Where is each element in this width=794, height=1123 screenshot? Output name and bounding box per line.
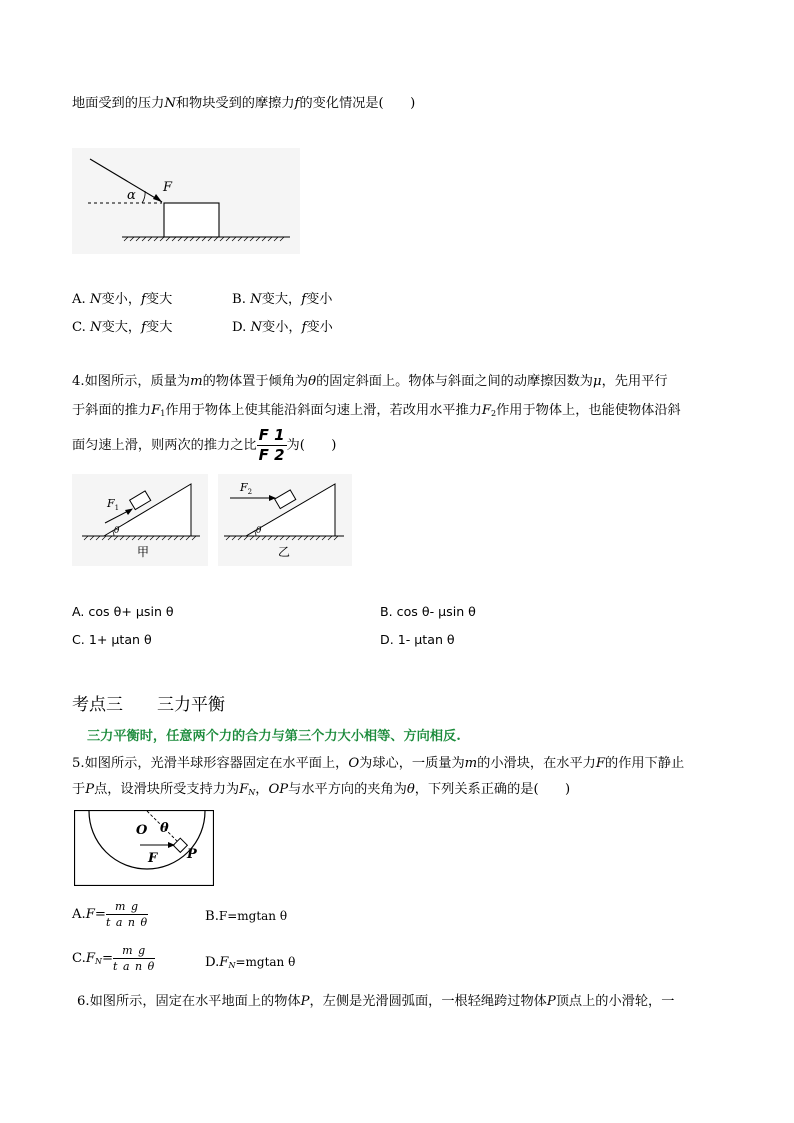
- option-key: A.: [72, 604, 85, 619]
- q4-figure-left: [72, 474, 208, 566]
- text: 为( ): [286, 438, 337, 453]
- q3-stem-N: N: [164, 96, 176, 111]
- option-key: D.: [205, 955, 220, 970]
- option-text: 变小，: [262, 320, 302, 335]
- q3-stem-text: 的变化情况是( ): [299, 96, 416, 111]
- section-note: 三力平衡时，任意两个力的合力与第三个力大小相等、方向相反.: [87, 729, 461, 744]
- var-m: m: [464, 756, 478, 771]
- F2-label: $F_2$: [240, 481, 253, 496]
- text: 的物体置于倾角为: [202, 374, 309, 389]
- q5-option-a[interactable]: [72, 898, 148, 932]
- option-f: f: [141, 320, 147, 335]
- text: 6.如图所示，固定在水平地面上的物体: [77, 994, 301, 1009]
- option-lhs: F: [85, 907, 95, 922]
- option-text: 变大，: [101, 320, 142, 335]
- option-key: A.: [72, 907, 86, 922]
- text: 4.如图所示，质量为: [72, 374, 191, 389]
- var-F: F: [481, 403, 492, 418]
- q5-line-2: [72, 780, 570, 803]
- q3-stem-f: f: [294, 96, 300, 111]
- fraction-numerator: m g: [106, 901, 148, 915]
- option-text: 变小: [306, 292, 333, 307]
- q3-option-c[interactable]: [72, 318, 172, 338]
- option-N: N: [89, 292, 102, 307]
- text: 于斜面的推力: [72, 403, 152, 418]
- text: 面匀速上滑，则两次的推力之比: [72, 438, 257, 453]
- option-text: 变大，: [261, 292, 302, 307]
- q4-line-2: [72, 401, 681, 424]
- subscript: N: [248, 788, 256, 797]
- option-text: 变小，: [101, 292, 142, 307]
- text: 顶点上的小滑轮，一: [555, 994, 675, 1009]
- section-title: 考点三 三力平衡: [72, 695, 225, 715]
- option-key: B.: [232, 292, 246, 307]
- q3-option-d[interactable]: [232, 318, 333, 338]
- var-P: P: [85, 782, 95, 797]
- subscript: 2: [491, 409, 497, 418]
- text: 的小滑块，在水平力: [477, 756, 596, 771]
- option-key: B.: [380, 604, 393, 619]
- option-text: 变大: [146, 320, 173, 335]
- subscript: 1: [160, 409, 166, 418]
- F1-label: $F_1$: [107, 497, 120, 512]
- q4-figure-right: [218, 474, 352, 566]
- option-text: F=mgtan θ: [218, 909, 288, 923]
- text: ，: [255, 782, 269, 797]
- var-theta: θ: [406, 782, 415, 797]
- q3-option-b[interactable]: [232, 290, 332, 310]
- option-text: 变大: [145, 292, 173, 307]
- text: 点，设滑块所受支持力为: [94, 782, 240, 797]
- P-label: P: [187, 847, 197, 862]
- option-text: 1- μtan θ: [397, 632, 455, 647]
- var-F: F: [595, 756, 606, 771]
- option-key: C.: [72, 951, 86, 966]
- q5-option-c[interactable]: [72, 942, 155, 979]
- var-O: O: [348, 756, 360, 771]
- fraction-denominator: t a n θ: [113, 960, 156, 973]
- F-label: F: [148, 851, 158, 866]
- text: 于: [72, 782, 86, 797]
- q5-line-1: [72, 754, 684, 774]
- option-key: D.: [232, 320, 247, 335]
- var-F: F: [151, 403, 161, 418]
- fraction-denominator: t a n θ: [105, 916, 149, 929]
- ratio-fraction: [257, 428, 287, 463]
- theta-label: θ: [160, 821, 169, 836]
- var-P: P: [300, 994, 310, 1009]
- text: 作用于物体上，也能使物体沿斜: [496, 403, 681, 418]
- figure-background: [72, 148, 300, 254]
- text: 为球心，一质量为: [359, 756, 465, 771]
- fraction-denominator: F 2: [258, 446, 285, 464]
- q5-option-d[interactable]: [205, 952, 295, 976]
- F-label: F: [163, 180, 173, 195]
- option-N: N: [250, 320, 263, 335]
- option-key: C.: [72, 632, 85, 647]
- q5-figure: [74, 810, 214, 886]
- option-lhs: F: [219, 955, 229, 970]
- text: ，左侧是光滑圆弧面，一根轻绳跨过物体: [309, 994, 547, 1009]
- var-theta: θ: [308, 374, 317, 389]
- q4-option-d[interactable]: [380, 632, 455, 647]
- option-key: C.: [72, 320, 86, 335]
- option-N: N: [90, 320, 102, 335]
- var-OP: OP: [268, 782, 289, 797]
- text: 5.如图所示，光滑半球形容器固定在水平面上，: [72, 756, 349, 771]
- option-text: 1+ μtan θ: [88, 632, 152, 647]
- text: ，下列关系正确的是( ): [414, 782, 571, 797]
- q3-figure: [72, 148, 300, 254]
- text: 作用于物体上使其能沿斜面匀速上滑，若改用水平推力: [165, 403, 482, 418]
- fraction-numerator: m g: [113, 945, 155, 959]
- var-F: F: [239, 782, 249, 797]
- option-text: 变小: [306, 320, 333, 335]
- alpha-label: α: [127, 188, 136, 203]
- q3-stem: [72, 94, 415, 114]
- caption-jia: 甲: [136, 545, 150, 559]
- fraction-numerator: F 1: [258, 426, 285, 444]
- q4-line-3: [72, 426, 336, 466]
- text: 的作用下静止: [605, 756, 685, 771]
- option-key: D.: [380, 632, 394, 647]
- q3-stem-text: 地面受到的压力: [72, 96, 165, 111]
- q4-option-b[interactable]: [380, 604, 476, 619]
- option-key: A.: [72, 292, 86, 307]
- option-lhs: F: [85, 951, 95, 966]
- option-fraction: [106, 901, 148, 928]
- q3-option-a[interactable]: [72, 290, 172, 310]
- q3-stem-text: 和物块受到的摩擦力: [175, 96, 295, 111]
- option-f: f: [301, 292, 307, 307]
- theta-label: θ: [256, 526, 262, 536]
- var-m: m: [190, 374, 203, 389]
- q5-option-b[interactable]: [205, 906, 287, 927]
- option-fraction: [113, 945, 155, 972]
- q4-line-1: [72, 372, 668, 392]
- option-text: =mgtan θ: [235, 955, 296, 969]
- q6-line-1: [77, 992, 674, 1012]
- O-label: O: [136, 823, 148, 838]
- text: 与水平方向的夹角为: [288, 782, 407, 797]
- q4-option-a[interactable]: [72, 604, 174, 619]
- option-f: f: [301, 320, 307, 335]
- option-eq: =: [101, 951, 114, 966]
- option-N: N: [250, 292, 262, 307]
- option-eq: =: [94, 907, 106, 922]
- option-text: cos θ- μsin θ: [396, 604, 476, 619]
- option-f: f: [141, 292, 146, 307]
- subscript: N: [228, 961, 236, 970]
- q4-option-c[interactable]: [72, 632, 152, 647]
- caption-yi: 乙: [277, 545, 291, 559]
- var-mu: μ: [593, 374, 602, 389]
- var-P: P: [546, 994, 556, 1009]
- block: [164, 203, 219, 237]
- text: 的固定斜面上。物体与斜面之间的动摩擦因数为: [316, 374, 593, 389]
- text: ，先用平行: [601, 374, 668, 389]
- option-key: B.: [205, 909, 219, 924]
- subscript: N: [94, 957, 102, 966]
- theta-label: θ: [114, 526, 120, 536]
- option-text: cos θ+ μsin θ: [88, 604, 174, 619]
